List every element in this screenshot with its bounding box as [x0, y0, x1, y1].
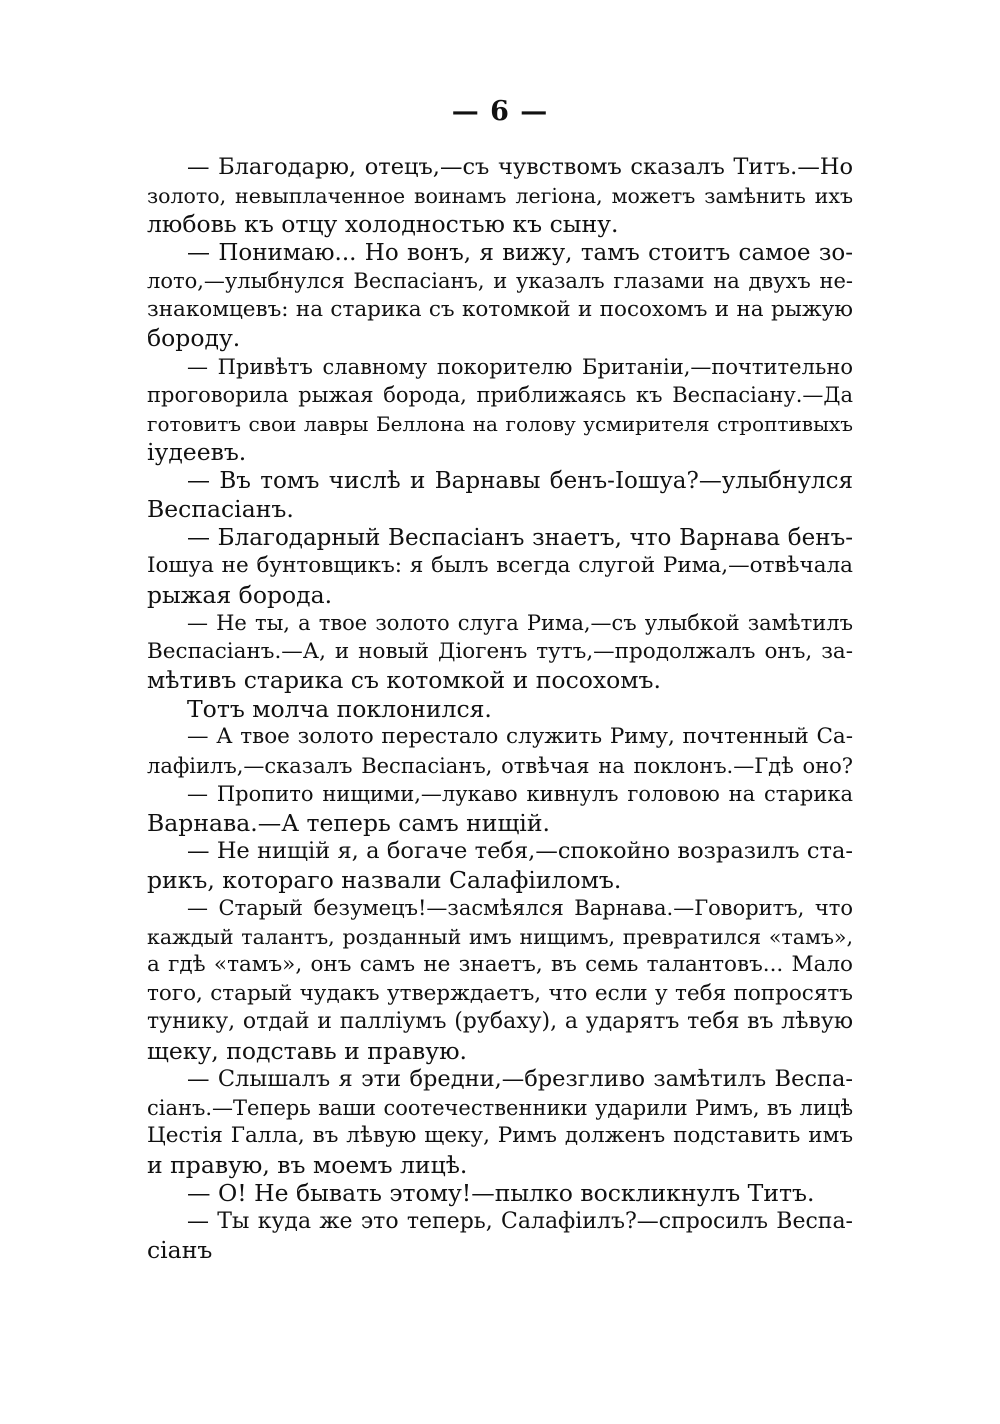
text-line: — Понимаю... Но вонъ, я вижу, тамъ стоитъ самое зо-: [187, 239, 853, 266]
text-line: — Въ томъ числѣ и Варнавы бенъ-Іошуа?—улыбнулся: [187, 467, 853, 494]
page-number: — 6 —: [451, 96, 549, 127]
text-line: бороду.: [147, 324, 241, 352]
text-line: — Пропито нищими,—лукаво кивнулъ головою на старика: [187, 782, 853, 806]
text-line: Веспасіанъ.: [147, 495, 294, 523]
text-line: — Благодарный Веспасіанъ знаетъ, что Варнава бенъ-: [187, 524, 853, 551]
text-line: Варнава.—А теперь самъ нищій.: [147, 808, 550, 837]
text-line: проговорила рыжая борода, приближаясь къ Веспасіану.—Да: [147, 383, 853, 407]
text-line: — Не нищій я, а богаче тебя,—спокойно возразилъ ста-: [187, 838, 853, 864]
text-line: — Не ты, а твое золото слуга Рима,—съ улыбкой замѣтилъ: [187, 611, 853, 635]
text-line: — О! Не бывать этому!—пылко воскликнулъ Титъ.: [187, 1179, 815, 1207]
text-line: тунику, отдай и палліумъ (рубаху), а ударятъ тебя въ лѣвую: [147, 1009, 853, 1034]
text-line: — А твое золото перестало служить Риму, почтенный Са-: [187, 724, 853, 749]
text-line: лафіилъ,—сказалъ Веспасіанъ, отвѣчая на поклонъ.—Гдѣ оно?: [147, 753, 853, 778]
text-line: любовь къ отцу холодностью къ сыну.: [147, 210, 619, 238]
body-text: [147, 153, 853, 1265]
text-line: мѣтивъ старика съ котомкой и посохомъ.: [147, 666, 661, 694]
text-line: золото, невыплаченное воинамъ легіона, можетъ замѣнить ихъ: [147, 183, 853, 208]
text-line: и правую, въ моемъ лицѣ.: [147, 1150, 468, 1179]
text-line: готовитъ свои лавры Беллона на голову усмирителя строптивыхъ: [147, 411, 853, 436]
text-line: знакомцевъ: на старика съ котомкой и посохомъ и на рыжую: [147, 296, 853, 322]
text-line: лото,—улыбнулся Веспасіанъ, и указалъ глазами на двухъ не-: [147, 269, 853, 293]
text-line: — Благодарю, отецъ,—съ чувствомъ сказалъ Титъ.—Но: [187, 154, 853, 180]
text-line: каждый талантъ, розданный имъ нищимъ, превратился «тамъ»,: [147, 924, 853, 949]
text-line: а гдѣ «тамъ», онъ самъ не знаетъ, въ семь талантовъ... Мало: [147, 952, 853, 977]
text-line: рыжая борода.: [147, 580, 333, 609]
text-line: — Привѣтъ славному покорителю Британіи,—почтительно: [187, 354, 853, 379]
text-line: іудеевъ.: [147, 438, 247, 466]
text-line: — Старый безумецъ!—засмѣялся Варнава.—Говоритъ, что: [187, 896, 853, 920]
text-line: того, старый чудакъ утверждаетъ, что если у тебя попросятъ: [147, 980, 853, 1006]
text-line: Тотъ молча поклонился.: [187, 694, 492, 723]
text-line: Цестія Галла, въ лѣвую щеку, Римъ долженъ подставить имъ: [147, 1123, 853, 1148]
text-line: щеку, подставь и правую.: [147, 1036, 467, 1065]
text-line: сіанъ: [147, 1236, 213, 1264]
text-line: — Ты куда же это теперь, Салафіилъ?—спросилъ Веспа-: [187, 1208, 853, 1234]
text-line: — Слышалъ я эти бредни,—брезгливо замѣтилъ Веспа-: [187, 1066, 853, 1092]
text-line: сіанъ.—Теперь ваши соотечественники ударили Римъ, въ лицѣ: [147, 1095, 853, 1120]
text-line: Веспасіанъ.—А, и новый Діогенъ тутъ,—продолжалъ онъ, за-: [147, 638, 853, 664]
text-line: рикъ, котораго назвали Салафіиломъ.: [147, 865, 622, 894]
text-line: Іошуа не бунтовщикъ: я былъ всегда слугой Рима,—отвѣчала: [147, 553, 853, 578]
